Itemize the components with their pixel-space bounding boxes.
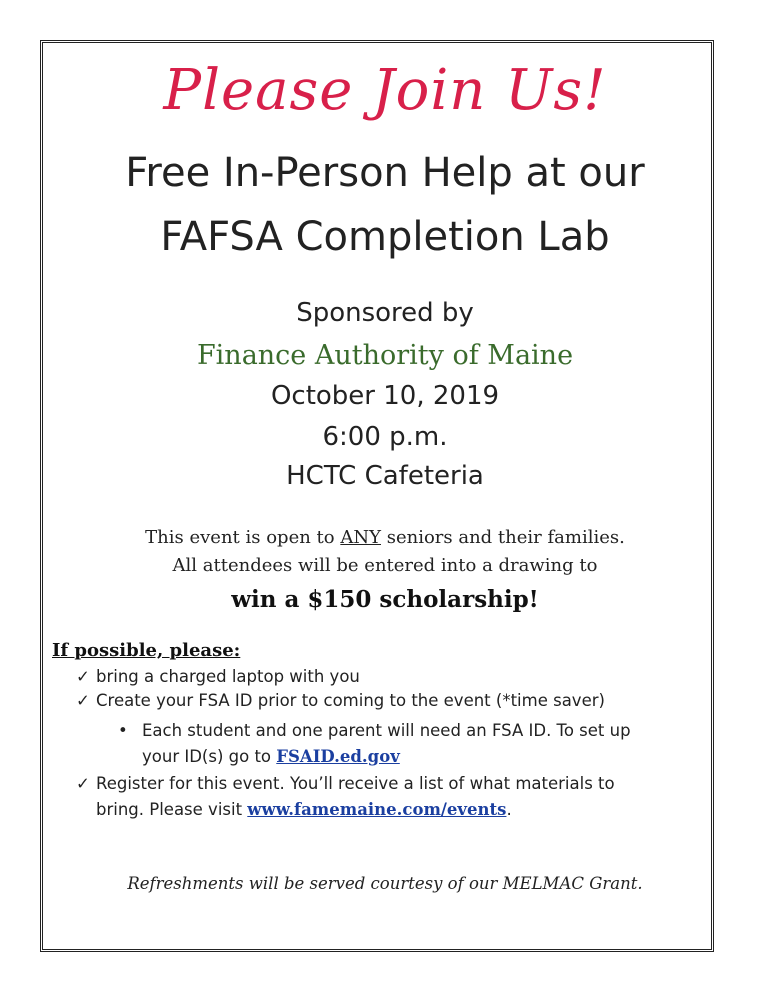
item-fsa-id-text: Create your FSA ID prior to coming to the event (*time saver) [96,691,605,710]
open-post: seniors and their families. [380,527,625,548]
headline: Please Join Us! [163,58,607,123]
open-pre: This event is open to [145,527,341,548]
list-item [76,667,360,686]
if-possible-heading: If possible, please: [52,640,241,661]
sponsor-name: Finance Authority of Maine [196,340,574,371]
item-laptop-text: bring a charged laptop with you [96,667,360,686]
item-register-post: . [506,800,512,819]
item-register-line-1: Register for this event. You’ll receive a list of what materials to [96,774,615,793]
fsaid-link[interactable]: FSAID.ed.gov [276,747,400,766]
title-line-1: Free In-Person Help at our [125,150,645,196]
event-date: October 10, 2019 [270,381,500,411]
event-time: 6:00 p.m. [322,422,448,452]
title-line-2: FAFSA Completion Lab [160,214,610,260]
drawing-text: All attendees will be entered into a drawing to [172,555,598,576]
open-to-text [0,527,770,548]
bullet-icon: • [118,721,128,740]
item-register-line-2 [76,797,708,823]
sub-item-line-2-pre: your ID(s) go to [142,747,277,766]
sub-item-line-2 [118,744,708,770]
prize-text: win a $150 scholarship! [231,586,539,613]
list-item [76,691,605,710]
checkmark-icon: ✓ [76,667,90,686]
sponsored-by-label: Sponsored by [296,298,474,328]
famemaine-events-link[interactable]: www.famemaine.com/events [247,800,507,819]
checkmark-icon: ✓ [76,774,90,793]
refreshments-note: Refreshments will be served courtesy of our MELMAC Grant. [127,874,643,893]
sub-item-line-1: Each student and one parent will need an FSA ID. To set up [142,721,631,740]
checkmark-icon: ✓ [76,691,90,710]
open-any-emphasis: ANY [340,527,381,548]
event-location: HCTC Cafeteria [286,461,484,491]
item-register-pre: bring. Please visit [96,800,248,819]
list-item [76,771,708,823]
sub-list-item [118,718,708,770]
